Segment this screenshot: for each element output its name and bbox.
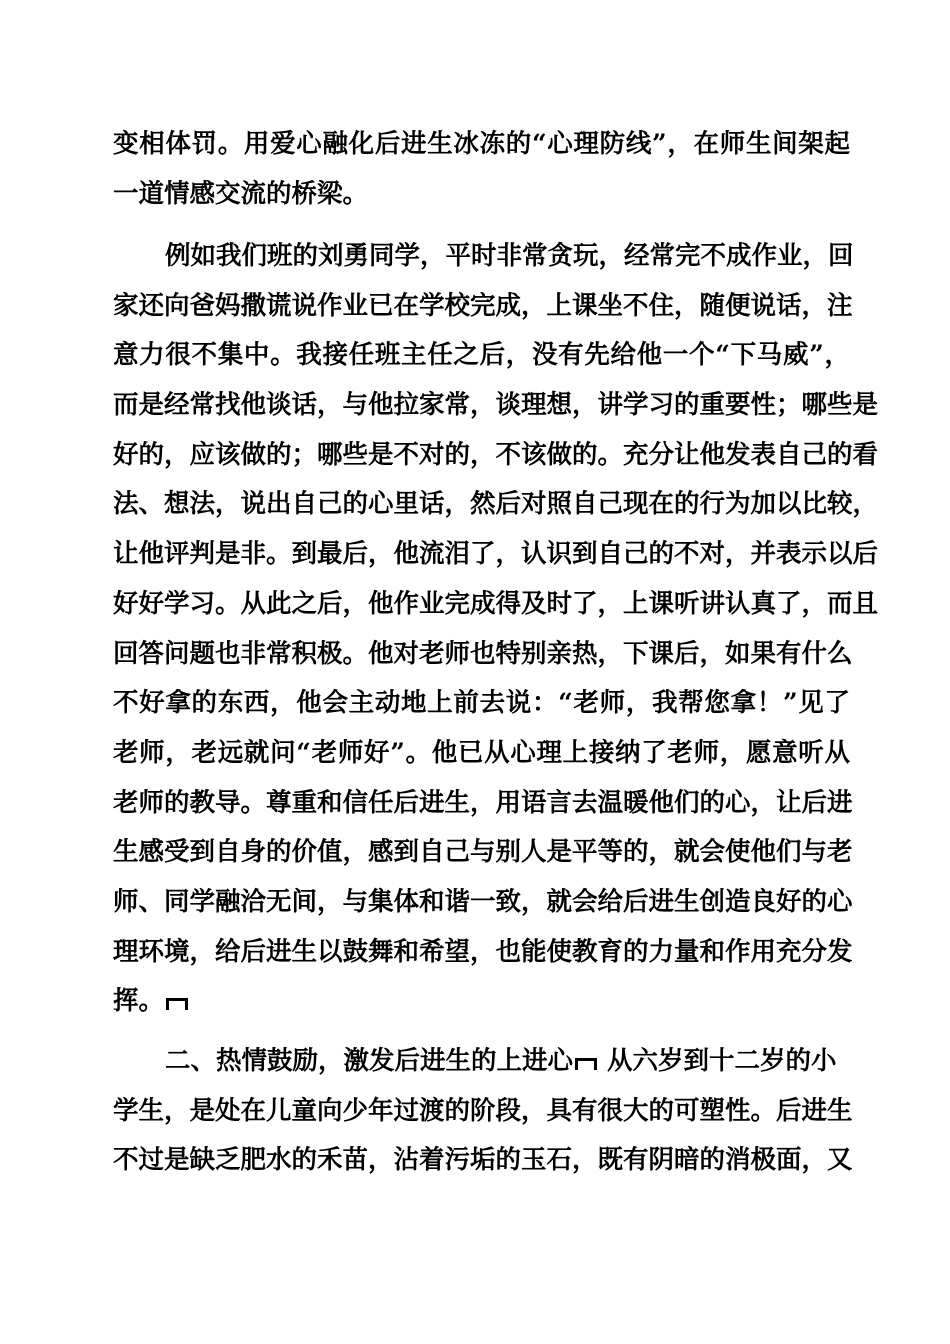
text-line: 理环境，给后进生以鼓舞和希望，也能使教育的力量和作用充分发 [113,936,853,967]
text-line: 好的，应该做的；哪些是不对的，不该做的。充分让他发表自己的看 [113,439,879,470]
paragraph-3 [113,1037,853,1186]
paragraph-1 [113,120,850,219]
text-line: 让他评判是非。到最后，他流泪了，认识到自己的不对，并表示以后 [113,539,879,570]
text-line: 师、同学融洽无间，与集体和谐一致，就会给后进生创造良好的心 [113,886,853,917]
text-line: 而是经常找他谈话，与他拉家常，谈理想，讲学习的重要性；哪些是 [113,390,879,421]
section-mark-icon [575,1058,597,1072]
text-line: 例如我们班的刘勇同学，平时非常贪玩，经常完不成作业，回 [165,241,854,271]
text-line: 意力很不集中。我接任班主任之后，没有先给他一个“下马威”， [113,340,850,371]
text-line: 从六岁到十二岁的小 [607,1046,837,1076]
paragraph-2 [113,232,879,1027]
text-line: 老师的教导。尊重和信任后进生，用语言去温暖他们的心，让后进 [113,787,853,818]
text-line: 一道情感交流的桥梁。 [113,178,369,209]
text-line: 挥。 [113,986,165,1017]
text-line: 变相体罚。用爱心融化后进生冰冻的“心理防线”，在师生间架起 [113,129,850,159]
text-line: 好好学习。从此之后，他作业完成得及时了，上课听讲认真了，而且 [113,588,879,619]
section-mark-icon [166,998,188,1012]
text-line: 回答问题也非常积极。他对老师也特别亲热，下课后，如果有什么 [113,638,853,669]
text-line: 家还向爸妈撒谎说作业已在学校完成，上课坐不住，随便说话，注 [113,290,853,321]
text-line: 生感受到自身的价值，感到自己与别人是平等的，就会使他们与老 [113,837,853,868]
text-line: 不过是缺乏肥水的禾苗，沾着污垢的玉石，既有阴暗的消极面，又 [113,1145,853,1176]
text-line: 法、想法，说出自己的心里话，然后对照自己现在的行为加以比较， [113,489,879,520]
text-line-end [113,977,850,1027]
section-heading: 二、热情鼓励，激发后进生的上进心 [165,1046,574,1076]
text-line: 学生，是处在儿童向少年过渡的阶段，具有很大的可塑性。后进生 [113,1095,853,1126]
text-line: 不好拿的东西，他会主动地上前去说：“老师，我帮您拿！”见了 [113,688,850,719]
text-line: 老师，老远就问“老师好”。他已从心理上接纳了老师，愿意听从 [113,737,850,768]
text-line-heading [113,1037,850,1087]
